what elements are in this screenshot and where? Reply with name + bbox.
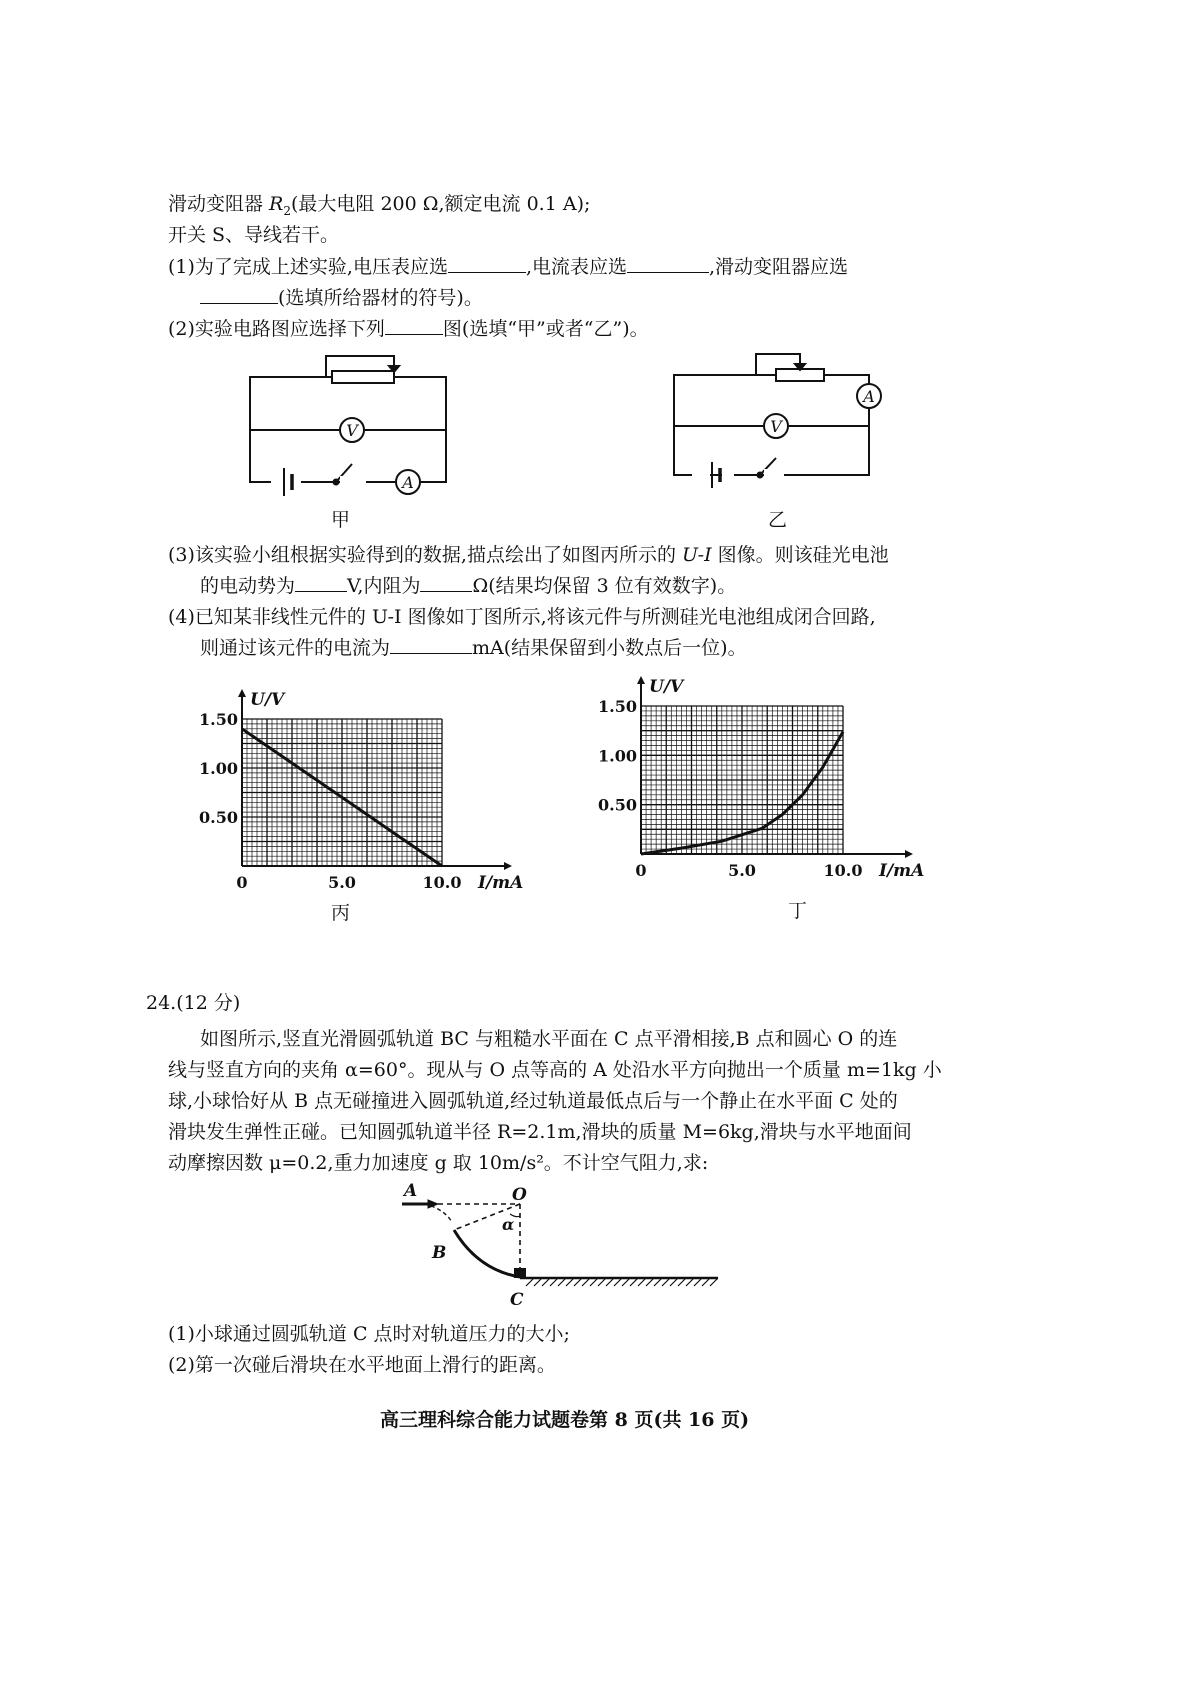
ammeter-symbol-jia: A: [402, 473, 414, 492]
r2-text: 滑动变阻器: [168, 193, 270, 215]
r2-subscript: 2: [283, 203, 291, 218]
q4-text-c: mA(结果保留到小数点后一位)。: [472, 637, 747, 659]
voltmeter-symbol-yi: V: [770, 417, 782, 436]
point-O-label: O: [512, 1185, 527, 1205]
point-C-label: C: [510, 1290, 524, 1310]
answer-blank-voltmeter[interactable]: [448, 254, 526, 273]
chart-ding: [592, 664, 962, 894]
x-axis-arrow: [504, 862, 512, 870]
q3-text-b: 图像。则该硅光电池: [711, 544, 889, 566]
x-tick-label: 5.0: [328, 873, 356, 892]
x-tick-label: 10.0: [422, 873, 462, 892]
chart-ding-caption: 丁: [788, 900, 808, 922]
r2-line: [168, 191, 590, 224]
circuit-jia: [248, 352, 458, 492]
x-axis-label: I/mA: [879, 861, 925, 881]
answer-blank-emf[interactable]: [295, 573, 347, 592]
switch-line: 开关 S、导线若干。: [168, 224, 340, 246]
q2-text-a: (2)实验电路图应选择下列: [168, 318, 385, 340]
x-axis-label: I/mA: [478, 873, 524, 893]
y-tick-label: 0.50: [598, 795, 637, 815]
question-1-line-2: [200, 285, 483, 311]
ammeter-symbol-yi: A: [863, 387, 875, 406]
y-axis-arrow: [637, 676, 645, 684]
answer-blank-ammeter[interactable]: [627, 254, 709, 273]
y-axis-arrow: [238, 689, 246, 697]
y-axis-label: U/V: [250, 690, 285, 710]
r2-spec: (最大电阻 200 Ω,额定电流 0.1 A);: [291, 193, 591, 215]
x-tick-label: 10.0: [823, 861, 863, 880]
problem-24-question-2: (2)第一次碰后滑块在水平地面上滑行的距离。: [168, 1354, 556, 1376]
problem-24-question-1: (1)小球通过圆弧轨道 C 点时对轨道压力的大小;: [168, 1323, 570, 1345]
page-footer: 高三理科综合能力试题卷第 8 页(共 16 页): [380, 1409, 750, 1431]
y-tick-label: 1.50: [199, 710, 238, 729]
question-4-line: (4)已知某非线性元件的 U-I 图像如丁图所示,将该元件与所测硅光电池组成闭合回路,: [168, 606, 876, 628]
question-1-line: [168, 254, 848, 280]
problem-24-para-3: 球,小球恰好从 B 点无碰撞进入圆弧轨道,经过轨道最低点后与一个静止在水平面 C 处的: [168, 1090, 898, 1112]
question-4-line-2: [200, 635, 747, 661]
q1-text-d: (选填所给器材的符号)。: [278, 287, 483, 309]
point-B-label: B: [432, 1243, 447, 1263]
problem-24-para-1: 如图所示,竖直光滑圆弧轨道 BC 与粗糙水平面在 C 点平滑相接,B 点和圆心 O 的连: [200, 1028, 898, 1050]
problem-24-para-5: 动摩擦因数 μ=0.2,重力加速度 g 取 10m/s²。不计空气阻力,求:: [168, 1152, 709, 1174]
x-axis-arrow: [905, 850, 913, 858]
q3-text-c: 的电动势为: [200, 575, 296, 597]
question-2-line: [168, 316, 649, 342]
chart-bing-caption: 丙: [331, 902, 351, 924]
q3-text-e: Ω(结果均保留 3 位有效数字)。: [472, 575, 737, 597]
q2-text-b: 图(选填“甲”或者“乙”)。: [442, 318, 649, 340]
r2-symbol: R: [269, 193, 284, 215]
voltmeter-symbol-jia: V: [346, 421, 358, 440]
y-tick-label: 1.50: [598, 697, 637, 716]
question-3-line-2: [200, 573, 736, 599]
arc-track-figure: [398, 1181, 738, 1310]
slider-block: [514, 1268, 526, 1278]
q3-text-d: V,内阻为: [347, 575, 421, 597]
circuit-jia-label: 甲: [331, 509, 351, 531]
y-axis-label: U/V: [649, 677, 684, 697]
problem-24-para-2: 线与竖直方向的夹角 α=60°。现从与 O 点等高的 A 处沿水平方向抛出一个质量 m=1kg 小: [168, 1059, 942, 1081]
answer-blank-current[interactable]: [390, 635, 472, 654]
question-3-line: [168, 542, 889, 568]
x-tick-label: 5.0: [728, 861, 756, 880]
problem-24-header: 24.(12 分): [146, 992, 241, 1014]
q3-ui: U-I: [682, 544, 712, 566]
circuit-yi: [672, 352, 887, 477]
q1-text-a: (1)为了完成上述实验,电压表应选: [168, 256, 448, 278]
x-tick-label: 0: [236, 873, 248, 892]
q1-text-c: ,滑动变阻器应选: [709, 256, 849, 278]
answer-blank-rheostat[interactable]: [200, 285, 278, 304]
angle-alpha-label: α: [502, 1215, 515, 1234]
circuit-yi-label: 乙: [768, 509, 788, 531]
y-tick-label: 1.00: [199, 759, 238, 778]
q4-text-b: 则通过该元件的电流为: [200, 637, 391, 659]
answer-blank-resistance[interactable]: [420, 573, 472, 592]
x-tick-label: 0: [635, 861, 647, 880]
y-tick-label: 0.50: [199, 808, 238, 827]
point-A-label: A: [404, 1181, 418, 1201]
q3-text-a: (3)该实验小组根据实验得到的数据,描点绘出了如图丙所示的: [168, 544, 682, 566]
q1-text-b: ,电流表应选: [525, 256, 628, 278]
y-tick-label: 1.00: [598, 746, 637, 766]
answer-blank-circuit[interactable]: [385, 316, 443, 335]
chart-bing: [190, 676, 550, 916]
problem-24-para-4: 滑块发生弹性正碰。已知圆弧轨道半径 R=2.1m,滑块的质量 M=6kg,滑块与水平地面间: [168, 1121, 912, 1143]
